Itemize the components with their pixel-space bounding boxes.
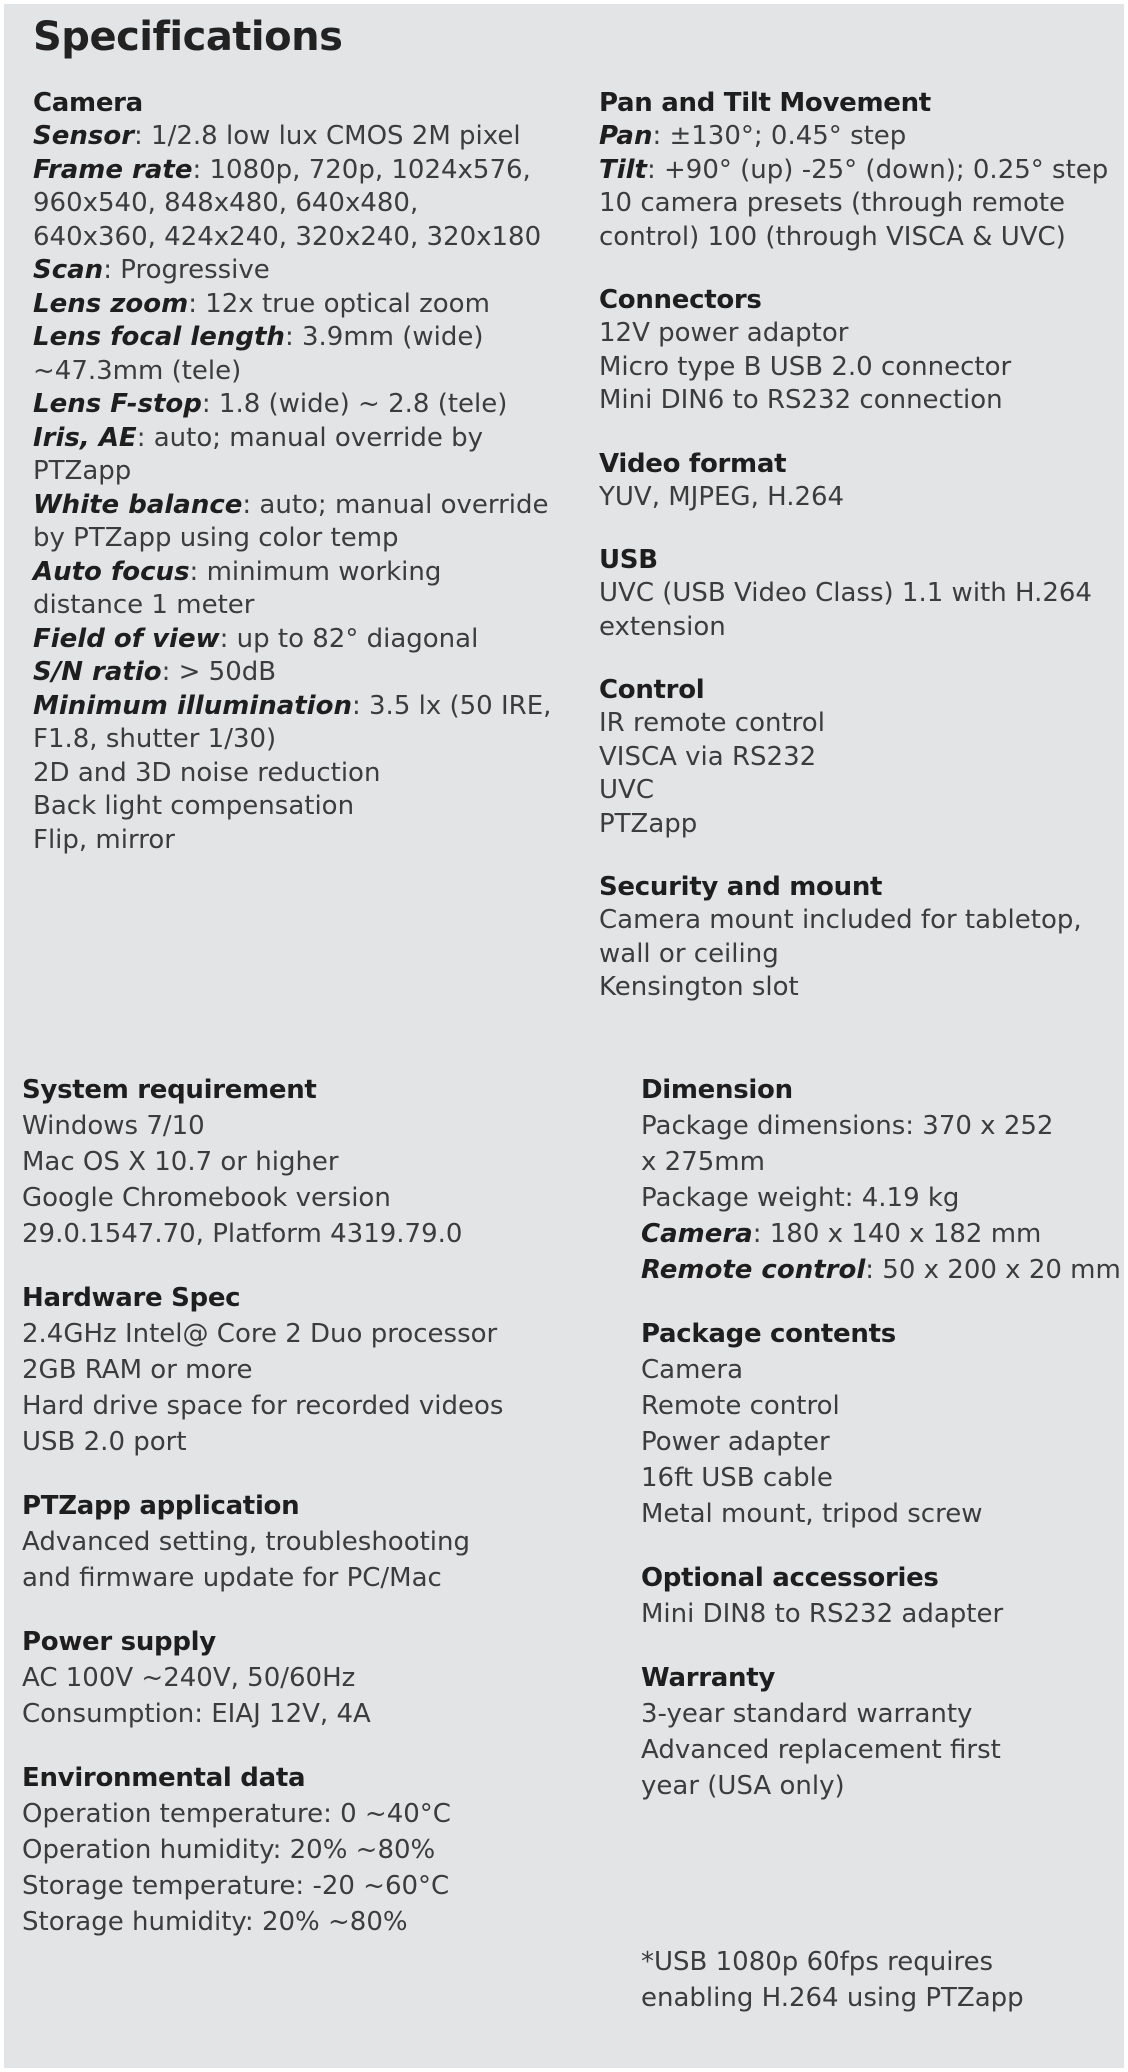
spec-line [33,288,573,322]
movement-connectors-column [599,86,1119,1034]
spec-value: distance 1 meter [33,590,255,620]
footnote-line: *USB 1080p 60fps requires [641,1947,994,1977]
spec-value: PTZapp [33,456,132,486]
spec-value: YUV, MJPEG, H.264 [599,481,845,512]
spec-line [22,1388,602,1424]
spec-label: Minimum illumination [33,690,352,721]
spec-value: : 3.9mm (wide) [284,322,484,352]
spec-value: : up to 82° diagonal [219,623,479,654]
spec-value: VISCA via RS232 [599,741,817,772]
spec-line [599,741,1119,775]
spec-label: White balance [33,489,243,520]
spec-line [599,187,1119,221]
section-heading: Environmental data [22,1763,306,1793]
section-heading: Connectors [599,285,762,315]
spec-value: Camera [641,1355,744,1385]
spec-value: 29.0.1547.70, Platform 4319.79.0 [22,1219,463,1249]
spec-line [33,824,573,858]
spec-value: : +90° (up) -25° (down); 0.25° step [647,154,1109,185]
spec-label: Lens focal length [33,322,285,352]
spec-value: Back light compensation [33,791,355,821]
spec-value: 2GB RAM or more [22,1355,253,1385]
spec-line [641,1496,1121,1532]
spec-line [33,355,573,389]
spec-section [22,1488,602,1596]
spec-value: 2.4GHz Intel@ Core 2 Duo processor [22,1319,498,1349]
spec-value: : ±130°; 0.45° step [652,121,907,151]
spec-label: Iris, AE [33,422,137,453]
spec-value: x 275mm [641,1147,765,1177]
spec-line [641,1352,1121,1388]
spec-line [22,1316,602,1352]
spec-value: Micro type B USB 2.0 connector [599,351,1012,382]
spec-label: Field of view [33,623,220,654]
spec-line [33,723,573,757]
spec-section [22,1072,602,1252]
spec-label: Lens F-stop [33,389,202,419]
spec-value: Advanced setting, troubleshooting [22,1527,471,1557]
spec-value: USB 2.0 port [22,1427,187,1457]
spec-section [22,1624,602,1732]
spec-line [33,790,573,824]
section-heading: Warranty [641,1663,775,1693]
spec-value: UVC [599,775,654,805]
spec-line [641,1732,1121,1768]
spec-value: ~47.3mm (tele) [33,355,242,386]
spec-line [33,422,573,456]
spec-line [22,1832,602,1868]
spec-label: Camera [641,1219,753,1249]
spec-value: Mini DIN6 to RS232 connection [599,385,1003,415]
spec-line [33,254,573,288]
spec-value: : auto; manual override [242,489,549,520]
spec-line [599,120,1119,154]
spec-value: by PTZapp using color temp [33,523,399,553]
section-heading: Security and mount [599,872,883,902]
spec-line [599,384,1119,418]
spec-section [599,447,1119,515]
spec-value: Google Chromebook version [22,1183,391,1213]
spec-line [22,1424,602,1460]
spec-value: Power adapter [641,1427,830,1457]
spec-value: control) 100 (through VISCA & UVC) [599,221,1066,252]
spec-section [641,1660,1121,1804]
spec-value: 10 camera presets (through remote [599,188,1066,218]
spec-line [599,611,1119,645]
spec-value: 960x540, 848x480, 640x480, [33,188,419,218]
spec-line [33,690,573,724]
spec-line [641,1696,1121,1732]
spec-line [641,1768,1121,1804]
spec-line [599,707,1119,741]
spec-value: UVC (USB Video Class) 1.1 with H.264 [599,578,1092,608]
spec-line [22,1108,602,1144]
spec-line [641,1596,1121,1632]
spec-section [22,1760,602,1940]
camera-column [33,86,573,886]
spec-label: Sensor [33,121,135,151]
spec-value: 2D and 3D noise reduction [33,757,381,788]
spec-label: Pan [599,121,653,151]
spec-section [599,673,1119,841]
page-title: Specifications [33,14,343,60]
section-heading: Package contents [641,1319,896,1349]
spec-value: Metal mount, tripod screw [641,1499,983,1529]
spec-value: Remote control [641,1391,840,1421]
spec-value: Operation humidity: 20% ~80% [22,1835,436,1865]
spec-value: : 3.5 lx (50 IRE, [351,690,552,721]
spec-value: F1.8, shutter 1/30) [33,724,277,754]
spec-line [641,1460,1121,1496]
section-heading: Power supply [22,1627,216,1657]
spec-value: 3-year standard warranty [641,1699,973,1729]
section-heading: Hardware Spec [22,1283,241,1313]
spec-value: Package weight: 4.19 kg [641,1183,960,1213]
spec-line [33,455,573,489]
spec-line [33,623,573,657]
spec-value: Hard drive space for recorded videos [22,1391,504,1421]
spec-sheet-panel [4,4,1124,2068]
spec-value: Storage temperature: -20 ~60°C [22,1871,450,1901]
spec-line [22,1524,602,1560]
spec-value: : 50 x 200 x 20 mm [865,1255,1121,1285]
spec-value: : 1.8 (wide) ~ 2.8 (tele) [201,389,508,419]
spec-line [641,1388,1121,1424]
spec-value: Consumption: EIAJ 12V, 4A [22,1699,371,1729]
spec-value: Storage humidity: 20% ~80% [22,1907,408,1937]
spec-line [33,187,573,221]
spec-section [641,1072,1121,1288]
spec-line [641,1216,1121,1252]
section-heading: System requirement [22,1075,317,1105]
spec-line [33,556,573,590]
spec-label: Tilt [599,154,647,185]
spec-line [599,971,1119,1005]
spec-line [641,1144,1121,1180]
spec-value: Advanced replacement first [641,1735,1001,1765]
footnote-line: enabling H.264 using PTZapp [641,1983,1024,2013]
spec-value: Flip, mirror [33,824,175,855]
spec-line [599,577,1119,611]
spec-value: PTZapp [599,808,698,839]
spec-value: Kensington slot [599,972,799,1002]
spec-section [22,1280,602,1460]
spec-section [599,543,1119,644]
spec-line [22,1660,602,1696]
spec-value: : > 50dB [161,657,277,687]
spec-value: extension [599,611,726,642]
section-heading: Pan and Tilt Movement [599,88,931,118]
spec-line [599,904,1119,938]
spec-line [33,120,573,154]
spec-label: S/N ratio [33,657,162,687]
section-heading: Optional accessories [641,1563,939,1593]
spec-label: Auto focus [33,556,190,587]
spec-value: IR remote control [599,708,825,738]
spec-value: : 12x true optical zoom [188,288,490,319]
spec-line [599,154,1119,188]
spec-line [599,481,1119,515]
spec-line [641,1180,1121,1216]
spec-line [599,808,1119,842]
spec-section [641,1560,1121,1632]
spec-line [599,351,1119,385]
spec-section [599,86,1119,254]
spec-section [33,86,573,857]
spec-value: : 1/2.8 low lux CMOS 2M pixel [134,121,521,151]
spec-line [599,317,1119,351]
spec-line [599,774,1119,808]
spec-label: Remote control [641,1255,866,1285]
spec-line [641,1108,1121,1144]
spec-line [22,1216,602,1252]
spec-line [22,1352,602,1388]
spec-label: Scan [33,255,104,285]
spec-line [33,388,573,422]
spec-section [599,870,1119,1005]
spec-value: Operation temperature: 0 ~40°C [22,1799,451,1829]
spec-value: 16ft USB cable [641,1463,833,1493]
spec-value: : auto; manual override by [136,422,483,453]
spec-line [22,1696,602,1732]
footnote [641,1944,1024,2016]
spec-value: and firmware update for PC/Mac [22,1563,442,1593]
spec-value: 12V power adaptor [599,318,849,348]
spec-line [33,522,573,556]
spec-value: Mac OS X 10.7 or higher [22,1147,339,1177]
spec-line [599,221,1119,255]
spec-value: : Progressive [103,255,270,285]
spec-line [33,757,573,791]
section-heading: Camera [33,88,143,118]
spec-line [33,656,573,690]
section-heading: Video format [599,448,787,479]
spec-section [641,1316,1121,1532]
system-column [22,1072,602,1968]
spec-line [641,1252,1121,1288]
spec-line [33,321,573,355]
spec-line [22,1904,602,1940]
spec-value: Camera mount included for tabletop, [599,905,1082,935]
spec-line [22,1560,602,1596]
spec-line [22,1796,602,1832]
spec-section [599,283,1119,418]
section-heading: PTZapp application [22,1491,300,1521]
spec-line [22,1180,602,1216]
spec-value: Package dimensions: 370 x 252 [641,1111,1054,1141]
spec-value: Mini DIN8 to RS232 adapter [641,1599,1004,1629]
dimension-column [641,1072,1121,1832]
spec-line [599,938,1119,972]
spec-value: : 180 x 140 x 182 mm [752,1219,1042,1249]
spec-value: 640x360, 424x240, 320x240, 320x180 [33,221,542,252]
spec-line [33,489,573,523]
spec-line [33,589,573,623]
spec-value: year (USA only) [641,1771,845,1801]
spec-line [33,221,573,255]
spec-value: : 1080p, 720p, 1024x576, [192,154,531,185]
spec-line [33,154,573,188]
section-heading: Dimension [641,1075,793,1105]
spec-line [641,1424,1121,1460]
section-heading: Control [599,675,705,705]
spec-value: : minimum working [189,556,442,587]
spec-line [22,1868,602,1904]
spec-line [22,1144,602,1180]
spec-label: Lens zoom [33,288,189,319]
spec-value: AC 100V ~240V, 50/60Hz [22,1663,356,1693]
section-heading: USB [599,545,658,575]
spec-label: Frame rate [33,154,193,185]
spec-value: wall or ceiling [599,938,779,969]
spec-value: Windows 7/10 [22,1111,205,1141]
